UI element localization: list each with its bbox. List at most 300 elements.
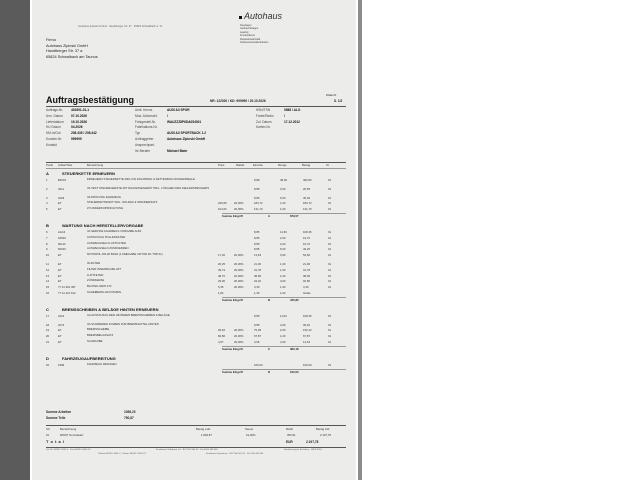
meta-label: Fahrgestell-Nr. [135, 119, 156, 124]
cell-betrag: 26,55 [303, 186, 310, 191]
cell-art: 60112 [58, 241, 66, 246]
cell-einzel: 1,30 [254, 291, 260, 295]
cell-pos: 19 [46, 328, 50, 333]
cell-menge: 3,60 [280, 253, 286, 258]
company-services [240, 24, 268, 44]
cell-art: ET [58, 328, 62, 333]
service-line: Neuwagen [240, 24, 252, 27]
service-line: Karosserie/Lackierarbeiten [240, 41, 269, 45]
cell-einzel: 8,85 [254, 230, 260, 234]
meta-value: 0588 / ALO [284, 108, 301, 112]
meta-value: 402891-01-1 [71, 108, 90, 112]
cell-desc: MOTORÖL 0W-30 5W40 (1 FREIGABE VW 502 00 / 505 01) [87, 252, 163, 257]
cell-menge: 11,50 [280, 230, 287, 234]
cell-pos: 13 [46, 273, 50, 278]
grand-total-label: T o t a l [46, 439, 65, 444]
cell-menge: 4,00 [280, 322, 286, 327]
cell-desc: AUSWECHSELN ZÜNDKERZEN [87, 246, 129, 251]
table-row [46, 236, 346, 240]
footer-column: Frankfurter Volksbank eG · BLZ 501 900 00 · Kto 6100 463 465 [156, 449, 218, 451]
tax-cell: 350,91 [287, 433, 296, 437]
cell-desc: SCHEIBENKLAR KONZEN. [87, 290, 122, 294]
cell-pos: 17 [46, 313, 50, 318]
cell-art: 18040 [58, 235, 66, 240]
cell-betrag: 38,96 [303, 273, 310, 278]
meta-label: HU Datum [46, 125, 61, 130]
table-row [46, 340, 346, 344]
tax-cell: 2.197,78 [320, 433, 331, 437]
table-row [46, 323, 346, 327]
tax-cell: 1.846,87 [201, 433, 212, 437]
subtotal-code: B [268, 297, 271, 302]
cell-rabatt: 20,00% [234, 262, 244, 266]
cell-betrag: 160,00 [303, 362, 312, 367]
column-header: Betrag [302, 163, 311, 167]
cell-einzel: 31,78 [254, 267, 261, 272]
cell-betrag: 150,12 [303, 328, 312, 333]
cell-rabatt: 20,00% [234, 273, 244, 278]
subtotal-code: D [268, 369, 271, 374]
cell-pos: 18 [46, 322, 50, 327]
cell-rabatt: 20,00% [234, 340, 244, 344]
cell-art: ET [58, 207, 62, 212]
table-row [46, 314, 346, 318]
meta-label: Ann. Datum [46, 113, 63, 118]
service-line: Gebrauchtwagen [240, 27, 259, 31]
cell-art: ET [58, 273, 62, 278]
meta-label: Typ [135, 131, 141, 136]
section-code: A [46, 171, 49, 176]
cell-preis: 5,36 [218, 285, 224, 290]
cell-menge: 4,00 [280, 279, 286, 284]
cell-preis: 164,63 [218, 207, 227, 212]
cell-einzel: 8,85 [254, 247, 260, 252]
cell-st: 01 [328, 285, 332, 290]
cell-menge: 2,00 [280, 235, 286, 240]
section-title: STEUERKETTE ERNEUERN [62, 171, 115, 176]
cell-pos: 16 [46, 291, 50, 295]
cell-art: B1601 [58, 178, 67, 182]
cell-st: 01 [328, 235, 332, 240]
tax-column-header: SC [46, 427, 50, 431]
cell-einzel: 8,85 [254, 235, 260, 240]
table-row [46, 328, 346, 332]
cell-st: 01 [328, 340, 332, 344]
cell-betrag: 492,83 [303, 178, 312, 182]
cell-menge: 2,00 [280, 241, 286, 246]
grand-total-value: 2.197,78 [306, 440, 319, 444]
recipient-address [46, 38, 98, 60]
subtotal-label: Summe Eingriff [222, 369, 243, 374]
section-code: D [46, 355, 49, 361]
cell-menge: 1,00 [280, 201, 286, 206]
meta-label: Kontakt [46, 142, 57, 147]
cell-st: 01 [328, 247, 332, 252]
cell-st: 01 [328, 279, 332, 284]
cell-einzel: 160,00 [254, 362, 263, 367]
cell-menge: 1,00 [280, 285, 286, 290]
cell-betrag: 131,70 [303, 207, 312, 212]
cell-betrag: 45,30 [303, 195, 310, 200]
cell-menge: 1,00 [280, 262, 286, 266]
cell-st: 01 [328, 262, 332, 266]
total-parts-label: Summe Teile [46, 416, 66, 420]
meta-value: 04.2026 [71, 125, 83, 130]
table-row [46, 178, 346, 182]
tax-column-header: Bezeichnung [60, 427, 77, 431]
meta-label: Zul. Datum [256, 119, 272, 124]
cell-desc: AA AUSTAUSCH DER HINTEREN BREMSSCHEIBEN & BELÄGE [87, 312, 170, 317]
cell-betrag: 19,70 [303, 241, 310, 246]
meta-label: Kunden-Nr. [46, 137, 63, 141]
cell-pos: 21 [46, 340, 50, 344]
meta-label: Auftraggeber [135, 137, 154, 141]
cell-art: ET [58, 279, 62, 284]
table-row [46, 363, 346, 367]
sender-line: Autohaus Zipinski GmbH · Handtberger Str. 37 · 65824 Schwalbach a. Ts. [78, 25, 163, 28]
cell-menge: 3,00 [280, 186, 286, 191]
cell-desc: VA TEST STEUERGERÄTE MIT DIAGNOSEGERÄT INKL. LÖSCHEN DES FEHLERSPEICHERS [87, 185, 210, 190]
table-row [46, 279, 346, 283]
cell-art: ET [58, 267, 62, 272]
cell-desc: ZYLINDERKOPFDICHTUNG [87, 206, 124, 211]
cell-einzel: 3,66 [254, 340, 260, 344]
cell-betrag: 67,87 [303, 334, 310, 339]
service-line: Kundendienst [240, 34, 255, 38]
cell-menge: 1,00 [280, 291, 286, 295]
cell-desc: STEUERKETTENKIT INKL. NW-RAD & SPANNERSATZ [87, 200, 158, 205]
cell-einzel: 4,30 [254, 285, 260, 290]
cell-pos: 10 [46, 253, 50, 258]
subtotal-value: 160,00 [290, 369, 299, 374]
cell-pos: 7 [46, 235, 48, 240]
recipient-line: 65824 Schwalbach am Taunus [46, 54, 98, 59]
meta-value: 999999 [71, 137, 82, 141]
meta-value: AUDI A3 SPORTBACK 1.2 [167, 131, 207, 136]
cell-desc: BAUTEIL REIN 0,5I [87, 284, 112, 289]
table-row [46, 196, 346, 200]
total-works-value: 1056,20 [124, 410, 136, 414]
meta-value: 07.10.2026 [71, 113, 87, 118]
cell-desc: BREMSBELAGSATZ [87, 333, 114, 338]
cell-menge: 11,00 [280, 313, 287, 318]
table-row [46, 187, 346, 191]
cell-betrag: Gratis [303, 291, 311, 295]
branch-label: Filiale 01 [326, 94, 337, 97]
cell-pos: 5 [46, 207, 48, 212]
cell-einzel: 8,85 [254, 241, 260, 246]
cell-einzel: 131,70 [254, 207, 263, 212]
cell-pos: 3 [46, 195, 48, 200]
cell-st: 01 [328, 267, 332, 272]
cell-art: 77 11 310 387 [58, 285, 76, 290]
cell-einzel: 67,87 [254, 334, 261, 339]
table-row [46, 253, 346, 257]
cell-art: ET [58, 340, 62, 344]
cell-pos: 20 [46, 334, 50, 339]
cell-pos: 6 [46, 230, 48, 234]
meta-label: Amtl. Kennz. [135, 108, 154, 112]
cell-art: 0311 [58, 186, 65, 191]
table-row [46, 247, 346, 251]
cell-art: 2412 [58, 313, 65, 318]
cell-pos: 22 [46, 362, 50, 367]
logo-mark [239, 16, 242, 19]
cell-rabatt: 20,00% [234, 207, 244, 212]
cell-desc: VA PRÜFUNG FAHRZEUG [87, 194, 121, 199]
cell-preis: 48,70 [218, 273, 225, 278]
cell-betrag: 19,70 [303, 235, 310, 240]
cell-einzel: 75,05 [254, 328, 261, 333]
cell-art: ET [58, 253, 62, 258]
cell-einzel: 8,85 [254, 313, 260, 318]
cell-st: 01 [328, 334, 332, 339]
company-logo: Autohaus [244, 11, 283, 21]
cell-betrag: 108,35 [303, 230, 312, 234]
tax-header-row [46, 427, 346, 431]
cell-st: 01 [328, 322, 332, 327]
recipient-line: Autohaus Zipinski GmbH [46, 43, 88, 48]
cell-betrag: 31,78 [303, 267, 310, 272]
cell-pos: 8 [46, 241, 48, 246]
cell-menge: 1,00 [280, 267, 286, 272]
meta-label: Mod.-Motorschl. [135, 113, 158, 118]
cell-betrag: 21,00 [303, 262, 310, 266]
background-left [0, 0, 30, 480]
column-header: Preis [218, 163, 225, 167]
cell-desc: FILTER INNENRAUMLUFT [87, 266, 122, 271]
cell-einzel: 8,88 [254, 178, 260, 182]
cell-rabatt: 20,00% [234, 334, 244, 339]
title-divider [46, 106, 346, 107]
cell-desc: VA SERVICE FAHRZEUG VORGABE AUDI [87, 229, 142, 233]
cell-betrag: 183,72 [303, 201, 312, 206]
cell-menge: 1,00 [280, 207, 286, 212]
cell-pos: 1 [46, 178, 48, 182]
cell-pos: 14 [46, 279, 50, 284]
cell-st: 01 [328, 201, 332, 206]
service-line: Reparaturwerkstatt [240, 37, 261, 41]
cell-desc: FAHRZEUG REINIGEN [87, 361, 117, 366]
cell-pos: 2 [46, 186, 48, 191]
meta-value: Autohaus Zipinski GmbH [167, 137, 206, 141]
footer-column: Handelsregister Eschborn · HR B 5001 [284, 449, 322, 451]
cell-art: ET [58, 201, 62, 206]
meta-label: Ansprechpart. [135, 142, 155, 147]
cell-einzel: 9,85 [254, 322, 260, 327]
table-row [46, 285, 346, 289]
tax-column-header: Betrag exkl. [196, 427, 211, 431]
cell-st: 01 [328, 207, 332, 212]
column-header: St. [326, 163, 330, 167]
cell-preis: 4,57 [218, 340, 224, 344]
cell-betrag: 39,40 [303, 322, 310, 327]
cell-st: 01 [328, 328, 332, 333]
meta-value: AUDI A3 SPOR [167, 108, 190, 112]
tax-row [46, 433, 346, 437]
cell-st: 01 [328, 186, 332, 191]
footer-column: Telefon 06196 / 5601-0 · Telefax 06196 / 5601-21 [98, 453, 146, 455]
subtotal-code: A [268, 214, 271, 218]
cell-menge: 5,00 [280, 247, 286, 252]
cell-desc: SCHRAUBE [87, 339, 103, 343]
cell-rabatt: 20,00% [234, 201, 244, 206]
section-title: WARTUNG NACH HERSTELLERVORGABE [62, 223, 144, 228]
tax-cell: 19,00% [246, 433, 256, 437]
total-works-label: Summe Arbeiten [46, 410, 72, 414]
cell-menge: 48,00 [280, 178, 287, 182]
cell-betrag: 53,66 [303, 253, 310, 258]
total-parts-value: 790,87 [124, 416, 134, 420]
cell-betrag: 14,64 [303, 340, 310, 344]
cell-desc: VA SCHMIEREN KOLBEN FÜR BREMSSATTEL HINTEN [87, 321, 159, 326]
column-header: Positi. [46, 163, 54, 167]
cell-st: 01 [328, 273, 332, 278]
cell-rabatt: 20,00% [234, 267, 244, 272]
order-reference: NR: 122020 / KD: 999999 / 20.10.2026 [210, 99, 266, 103]
cell-st: 01 [328, 313, 332, 318]
tax-cell: MWST Normalsatz [60, 433, 84, 437]
meta-value: Michael Baier [167, 148, 188, 153]
column-header: Artikel/Teile [58, 163, 73, 167]
cell-einzel: 23,20 [254, 279, 261, 284]
cell-art: 1999 [58, 362, 65, 367]
cell-menge: 1,00 [280, 273, 286, 278]
table-row [46, 230, 346, 234]
meta-value: / [284, 113, 285, 118]
cell-betrag: 92,80 [303, 279, 310, 284]
cell-preis: 17,20 [218, 253, 225, 258]
document-title: Auftragsbestätigung [46, 95, 135, 105]
cell-rabatt: 20,00% [234, 328, 244, 333]
cell-pos: 11 [46, 262, 49, 266]
cell-betrag: 49,25 [303, 247, 310, 252]
meta-value: 19.10.2026 [71, 119, 87, 124]
cell-betrag: 4,30 [303, 285, 309, 290]
cell-st: 01 [328, 253, 332, 258]
column-header: Bezeichnung [87, 163, 104, 167]
column-header: Rabatt [236, 163, 245, 167]
table-row [46, 262, 346, 266]
cell-menge: 5,00 [280, 195, 286, 200]
cell-art: 60010 [58, 247, 66, 252]
subtotal-code: C [268, 346, 271, 351]
background-right [358, 0, 362, 480]
column-header: Menge [278, 163, 287, 167]
subtotal-label: Summe Eingriff [222, 214, 243, 218]
cell-preis: 29,00 [218, 279, 225, 284]
meta-label: Fabrikations-Nr. [135, 125, 158, 130]
cell-st: 01 [328, 230, 332, 234]
meta-label: Liefertdatum [46, 119, 64, 124]
cell-preis: 93,62 [218, 328, 225, 333]
cell-pos: 4 [46, 201, 48, 206]
service-line: Leasing [240, 30, 249, 34]
cell-preis: 26,25 [218, 262, 225, 266]
cell-st: 01 [328, 241, 332, 246]
cell-art: 0129 [58, 195, 65, 200]
cell-st: 01 [328, 178, 332, 182]
footer-column: Frankfurter Sparkasse · BLZ 500 502 01 · Kto 200 442 063 [206, 453, 264, 455]
tax-divider [46, 425, 346, 426]
meta-label: HSN/TSN [256, 108, 270, 112]
meta-value: 17.12.2012 [284, 119, 300, 124]
cell-st: 01 [328, 195, 332, 200]
cell-art: AAA3 [58, 230, 66, 234]
cell-menge: 2,00 [280, 328, 286, 333]
cell-betrag: 108,35 [303, 313, 312, 318]
tax-column-header: Betrag inkl. [316, 427, 330, 431]
section-title: FAHRZEUGAUFBEREITUNG [62, 355, 116, 361]
cell-pos: 9 [46, 247, 48, 252]
cell-einzel: 8,85 [254, 195, 260, 200]
table-row [46, 268, 346, 272]
meta-label: Auftrags-Nr. [46, 108, 64, 112]
cell-desc: ERNEUERN STEUERKETTE INKL KW DICHTRING & KETTENRAD NOCKENWELLE [87, 177, 195, 181]
meta-value: 208.435 / 208.442 [71, 131, 97, 136]
tax-column-header: MwSt [286, 427, 293, 431]
tax-cell: 01 [46, 433, 50, 437]
cell-pos: 12 [46, 267, 50, 272]
cell-preis: 39,73 [218, 267, 225, 272]
recipient-line: Handtberger Str. 37 a [46, 49, 83, 54]
meta-label: Karten-Nr. [256, 125, 271, 130]
cell-einzel: 8,85 [254, 186, 260, 191]
subtotal-value: 435,82 [290, 297, 299, 302]
cell-menge: 1,00 [280, 334, 286, 339]
meta-value: / [167, 113, 168, 118]
cell-preis: 84,86 [218, 334, 225, 339]
tax-column-header: Steuer [245, 427, 254, 431]
cell-pos: 15 [46, 285, 50, 290]
table-row [46, 291, 346, 295]
table-row [46, 242, 346, 246]
page-number: S. 1/2 [334, 99, 343, 103]
cell-einzel: 21,00 [254, 262, 261, 266]
cell-st: 01 [328, 362, 332, 367]
cell-art: 2274 [58, 322, 65, 327]
cell-desc: LUFTFILTER [87, 272, 104, 277]
subtotal-value: 879,57 [290, 214, 299, 218]
meta-value: WAUZZZ8P6DA054001 [167, 119, 202, 124]
cell-desc: AUSTAUSCH POLLENFILTER [87, 234, 126, 239]
table-row [46, 274, 346, 278]
footer-column: Tel.-Nr. 06196 / 5601-0 · Fax 06196 / 5601-19 [46, 449, 91, 451]
cell-desc: ZÜNDKERZE [87, 278, 105, 283]
cell-art: ET [58, 262, 62, 266]
cell-desc: BREMSSCHEIBE [87, 327, 110, 332]
subtotal-label: Summe Eingriff [222, 297, 243, 302]
meta-label: KM-In/Out [46, 131, 61, 136]
cell-art: 77 11 221 612 [58, 291, 76, 295]
table-row [46, 207, 346, 211]
cell-rabatt: 20,00% [234, 253, 244, 258]
cell-desc: AUSWECHSELN LUFTFILTER [87, 240, 126, 245]
cell-rabatt: 20,00% [234, 285, 244, 290]
table-row [46, 201, 346, 205]
cell-menge: 4,00 [280, 340, 286, 344]
table-header [46, 163, 346, 167]
footer-divider [46, 447, 346, 448]
table-row [46, 334, 346, 338]
subtotal-value: 380,18 [290, 346, 299, 351]
cell-einzel: 38,96 [254, 273, 261, 278]
section-code: B [46, 223, 49, 228]
recipient-line: Firma [46, 38, 56, 42]
section-code: C [46, 306, 49, 312]
cell-art: ET [58, 334, 62, 339]
cell-einzel: 183,72 [254, 201, 263, 206]
